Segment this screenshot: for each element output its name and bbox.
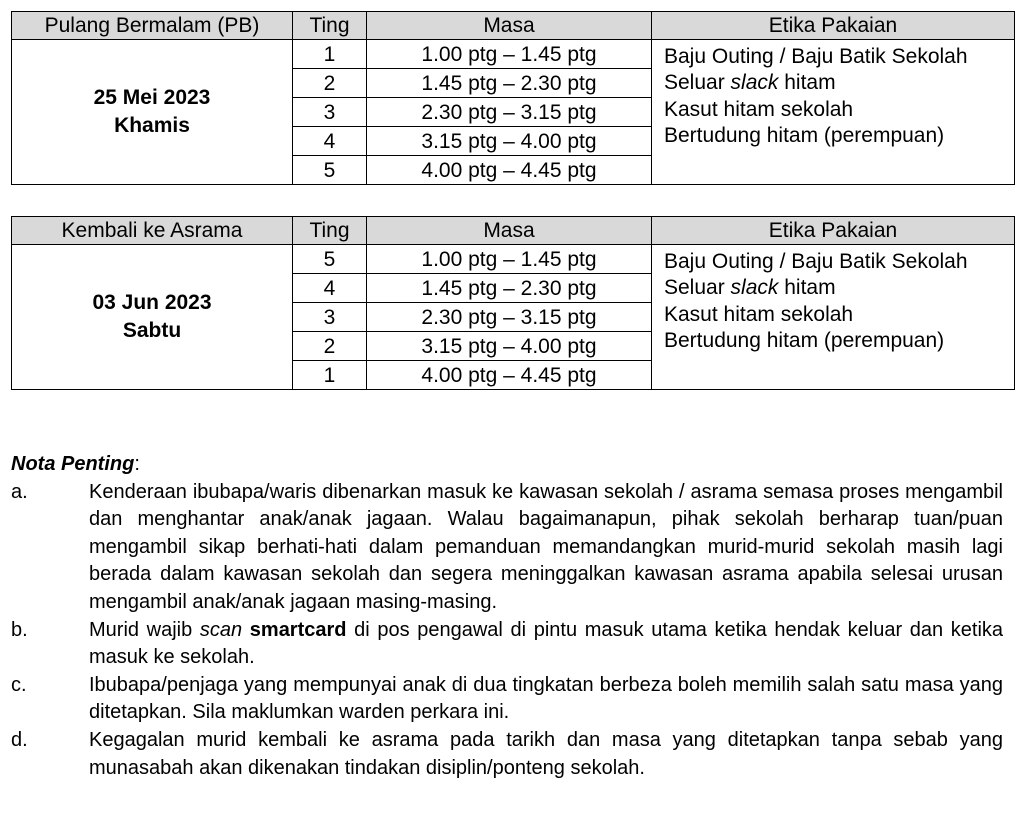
ting-cell: 5 [293,245,367,274]
note-item-c [11,672,1003,727]
note-item-b [11,617,1003,672]
header-masa: Masa [367,12,652,40]
masa-cell: 1.00 ptg – 1.45 ptg [367,245,652,274]
masa-cell: 2.30 ptg – 3.15 ptg [367,98,652,127]
etika-line-em: slack [730,276,779,300]
note-text-space [242,619,250,641]
note-text-em: scan [199,618,243,641]
ting-cell: 1 [293,40,367,69]
etika-pakaian-cell [652,245,1015,390]
note-text [89,617,1003,672]
masa-cell: 1.00 ptg – 1.45 ptg [367,40,652,69]
etika-line-em: slack [730,71,779,95]
notes-colon: : [134,453,140,475]
note-item-d [11,727,1003,782]
table-header-row [12,12,1015,40]
date-text: 25 Mei 2023 [93,85,211,109]
masa-cell: 1.45 ptg – 2.30 ptg [367,69,652,98]
day-text: Khamis [114,114,190,137]
note-letter: b. [11,618,28,641]
nota-penting-section [11,451,1003,782]
note-text: Kenderaan ibubapa/waris dibenarkan masuk ke kawasan sekolah / asrama semasa proses mengambil dan menghantar anak/anak jagaan. Walau bagaimanapun, pihak sekolah berharap tuan/puan mengambil sikap berhati-hati dalam pemanduan memandangkan murid-murid sekolah masih lagi berada dalam kawasan sekolah dan segera meninggalkan kawasan asrama apabila selesai urusan mengambil anak/anak jagaan masing-masing. [89,480,1003,613]
etika-line-post: hitam [778,71,836,95]
note-text-strong: smartcard [249,618,347,641]
etika-line-pre: Seluar [664,276,731,300]
header-etika-pakaian: Etika Pakaian [652,12,1015,40]
masa-cell: 4.00 ptg – 4.45 ptg [367,156,652,185]
etika-line: Bertudung hitam (perempuan) [664,124,945,148]
etika-line-pre: Seluar [664,71,731,95]
date-cell [12,40,293,185]
table-row [12,40,1015,69]
ting-cell: 2 [293,332,367,361]
note-letter: d. [11,728,28,751]
header-ting: Ting [293,12,367,40]
masa-cell: 3.15 ptg – 4.00 ptg [367,332,652,361]
masa-cell: 1.45 ptg – 2.30 ptg [367,274,652,303]
table-row [12,245,1015,274]
table-header-row [12,217,1015,245]
kembali-asrama-table [11,216,1015,390]
date-cell [12,245,293,390]
note-text-post: di pos pengawal di pintu masuk utama ketika hendak keluar dan ketika masuk ke sekolah. [89,618,1004,669]
etika-line-post: hitam [778,276,836,300]
masa-cell: 4.00 ptg – 4.45 ptg [367,361,652,390]
etika-line: Baju Outing / Baju Batik Sekolah [664,250,968,273]
etika-line: Bertudung hitam (perempuan) [664,329,945,353]
note-text: Kegagalan murid kembali ke asrama pada tarikh dan masa yang ditetapkan tanpa sebab yang munasabah akan dikenakan tindakan disiplin/ponteng sekolah. [89,728,1003,779]
ting-cell: 1 [293,361,367,390]
etika-line: Kasut hitam sekolah [664,302,854,326]
header-ting: Ting [293,217,367,245]
ting-cell: 3 [293,98,367,127]
ting-cell: 4 [293,274,367,303]
ting-cell: 2 [293,69,367,98]
ting-cell: 5 [293,156,367,185]
pulang-bermalam-table [11,11,1015,185]
notes-title: Nota Penting [11,453,135,475]
day-text: Sabtu [122,319,182,342]
note-text-pre: Murid wajib [89,618,200,641]
masa-cell: 3.15 ptg – 4.00 ptg [367,127,652,156]
ting-cell: 3 [293,303,367,332]
ting-cell: 4 [293,127,367,156]
notes-heading [11,451,1003,479]
note-text: Ibubapa/penjaga yang mempunyai anak di dua tingkatan berbeza boleh memilih salah satu masa yang ditetapkan. Sila maklumkan warden perkara ini. [89,673,1003,724]
masa-cell: 2.30 ptg – 3.15 ptg [367,303,652,332]
date-text: 03 Jun 2023 [92,290,212,314]
etika-pakaian-cell [652,40,1015,185]
note-item-a [11,479,1003,617]
header-kembali-asrama: Kembali ke Asrama [12,217,293,245]
header-masa: Masa [367,217,652,245]
note-letter: a. [11,480,28,503]
header-pulang-bermalam: Pulang Bermalam (PB) [12,12,293,40]
note-letter: c. [11,673,27,696]
etika-line: Kasut hitam sekolah [664,97,854,121]
header-etika-pakaian: Etika Pakaian [652,217,1015,245]
etika-line: Baju Outing / Baju Batik Sekolah [664,45,968,68]
